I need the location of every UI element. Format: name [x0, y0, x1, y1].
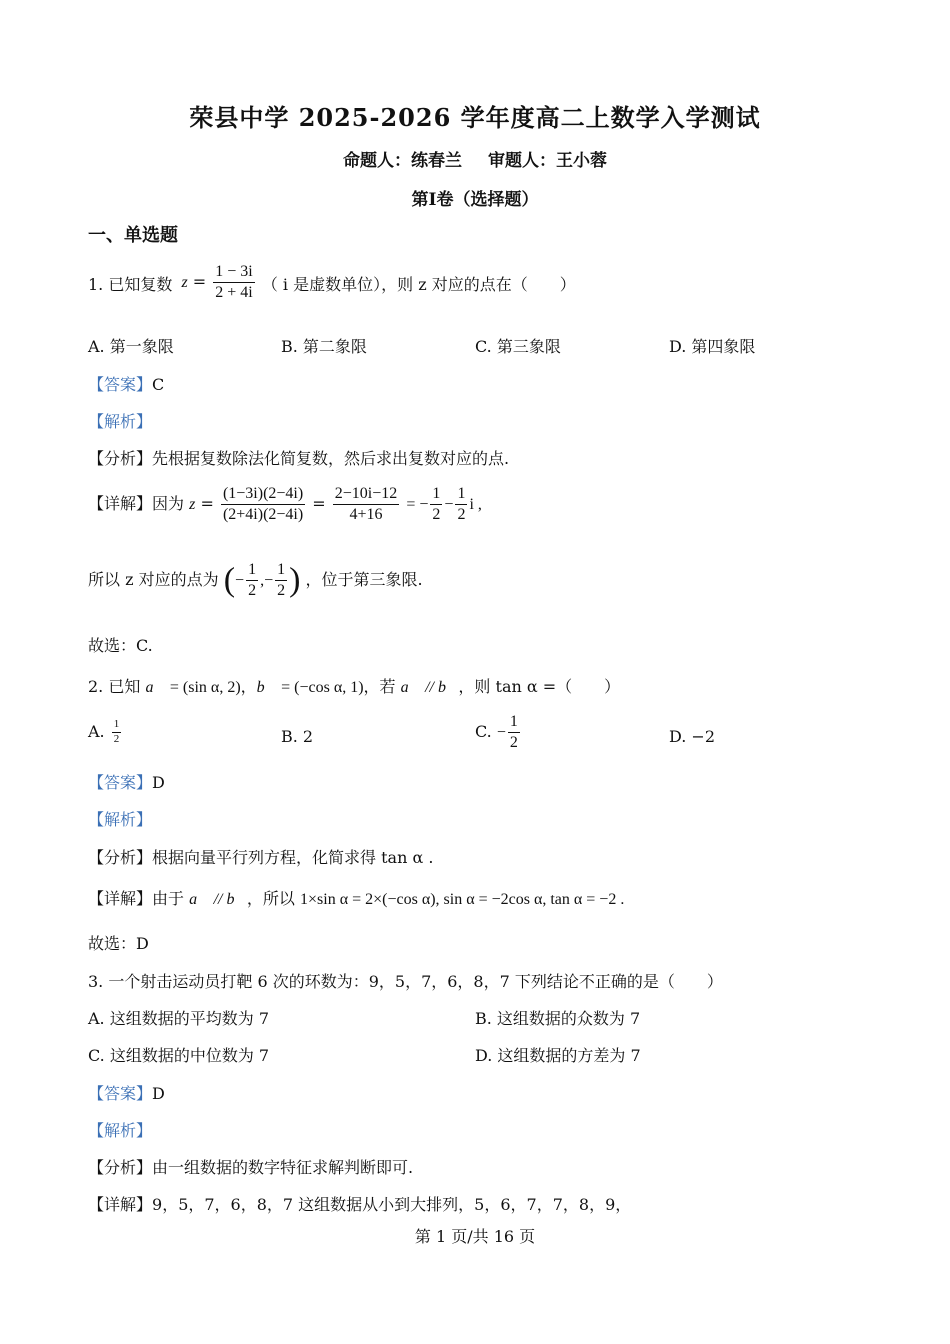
q3-analysis-tag: 【解析】 — [88, 1121, 153, 1140]
page-title: 荣县中学 2025-2026 学年度高二上数学入学测试 — [189, 103, 761, 132]
question-3-stem: 3. 一个射击运动员打靶 6 次的环数为：9，5，7，6，8，7 下列结论不正确的是（ ） — [88, 972, 723, 991]
volume-title: 第Ⅰ卷（选择题） — [411, 190, 539, 210]
q3-option-d: D. 这组数据的方差为 7 — [475, 1046, 641, 1065]
q1-detail: 【详解】因为 z = $\frac{(1-3i)(2-4i)}{(2+4i)(2-4i)}$ = $\frac{2-10i-12}{4+16}$ = − $\frac{1}{2}$ − $\frac{1}{2}$ i , — [88, 485, 482, 523]
q2-conclusion: 故选：D — [88, 934, 149, 953]
reviewer-label: 审题人：王小蓉 — [488, 151, 607, 171]
q2-answer: 【答案】D — [88, 773, 165, 792]
q1-fenxi: 【分析】先根据复数除法化简复数，然后求出复数对应的点. — [88, 449, 510, 468]
q2-option-b: B. 2 — [281, 727, 314, 746]
q2-option-c: C. − $\frac{1}{2}$ — [475, 713, 518, 751]
page-footer: 第 1 页/共 16 页 — [414, 1227, 536, 1246]
q1-option-a: A. 第一象限 — [88, 337, 174, 356]
q1-fraction: $\frac{1 - 3i}{2 + 4i}$ — [215, 263, 253, 301]
section-heading: 一、单选题 — [88, 225, 178, 246]
q2-option-d: D. −2 — [669, 727, 716, 746]
q1-option-c: C. 第三象限 — [475, 337, 561, 356]
q1-answer: 【答案】C — [88, 375, 165, 394]
q3-option-c: C. 这组数据的中位数为 7 — [88, 1046, 270, 1065]
question-1-stem: 1. 已知复数 z = $\frac{1 - 3i}{2 + 4i}$ （ i 是虚数单位），则 z 对应的点在（ ） — [88, 263, 576, 301]
q1-option-b: B. 第二象限 — [281, 337, 367, 356]
q1-analysis-tag: 【解析】 — [88, 412, 153, 431]
author-label: 命题人：练春兰 — [343, 151, 462, 171]
q2-fenxi: 【分析】根据向量平行列方程，化简求得 tan α . — [88, 848, 434, 867]
q1-point: 所以 z 对应的点为 (− $\frac{1}{2}$ ,− $\frac{1}{2}$ ) ，位于第三象限. — [88, 561, 423, 599]
question-2-stem: 2. 已知 a⃗ = (sin α, 2)，b⃗ = (−cos α, 1)，若 a⃗ // b⃗，则 tan α =（ ） — [88, 677, 621, 696]
author-line — [0, 146, 950, 171]
q3-option-b: B. 这组数据的众数为 7 — [475, 1009, 641, 1028]
q1-option-d: D. 第四象限 — [669, 337, 756, 356]
q3-option-a: A. 这组数据的平均数为 7 — [88, 1009, 269, 1028]
q2-option-a: A. $\frac{1}{2}$ — [88, 718, 120, 745]
q2-detail: 【详解】由于 a⃗ // b⃗，所以 1×sin α = 2×(−cos α), sin α = −2cos α, tan α = −2 . — [88, 889, 625, 908]
q3-answer: 【答案】D — [88, 1084, 165, 1103]
q3-fenxi: 【分析】由一组数据的数字特征求解判断即可. — [88, 1158, 414, 1177]
q3-detail: 【详解】9，5，7，6，8，7 这组数据从小到大排列，5，6，7，7，8，9， — [88, 1195, 632, 1214]
q1-conclusion: 故选：C. — [88, 636, 153, 655]
q2-analysis-tag: 【解析】 — [88, 810, 153, 829]
